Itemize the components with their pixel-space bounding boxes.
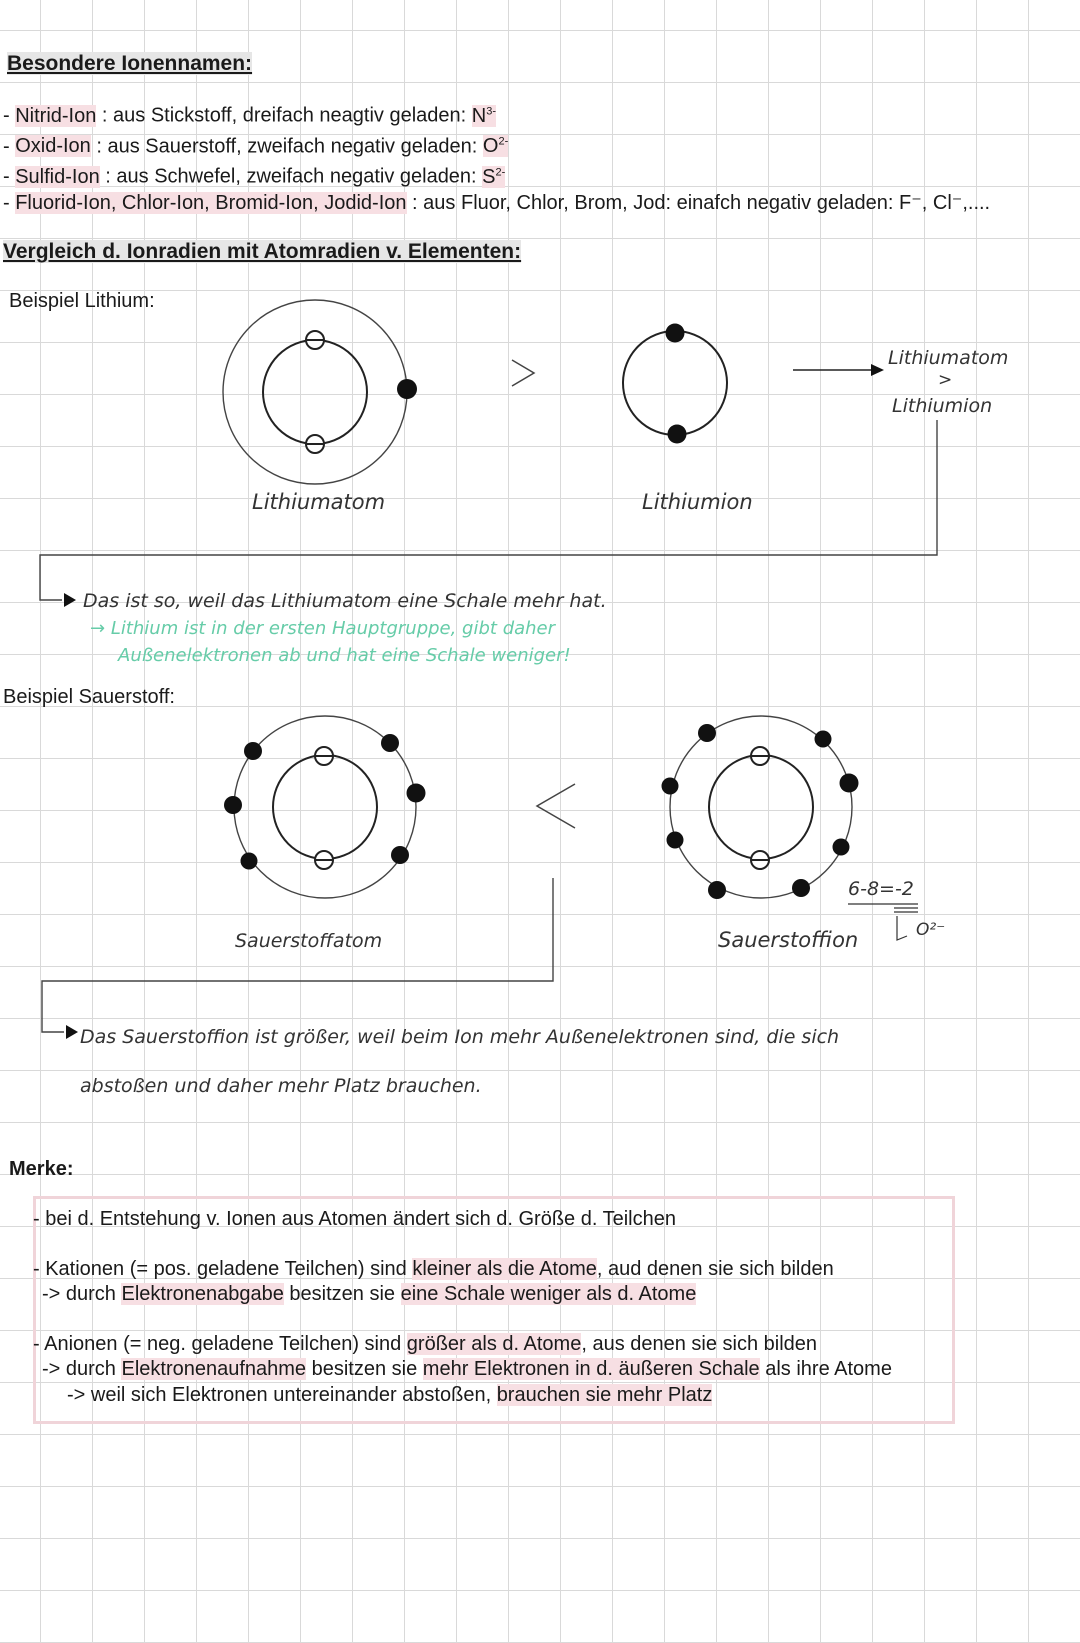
electron-free-top (751, 747, 769, 765)
section-title-ion-names: Besondere Ionennamen: (7, 52, 253, 75)
merke-line2: - Kationen (= pos. geladene Teilchen) sind kleiner als die Atome, aud denen sie sich bilden (33, 1258, 834, 1280)
merke-line6: -> weil sich Elektronen untereinander abstoßen, brauchen sie mehr Platz (67, 1384, 713, 1406)
electron (397, 379, 417, 399)
merke-title: Merke: (9, 1158, 74, 1180)
electron-free-bottom (315, 851, 333, 869)
electron-free-bottom (306, 435, 324, 453)
lithium-atom-diagram (223, 300, 417, 484)
oxygen-explanation-line1: Das Sauerstoffion ist größer, weil beim Ion mehr Außenelektronen sind, die sich (80, 1026, 840, 1048)
electron-free-top (306, 331, 324, 349)
oxygen-atom-diagram (224, 716, 426, 898)
ion-item-oxide: - Oxid-Ion : aus Sauerstoff, zweifach negativ geladen: $O^{2-}$ (3, 135, 509, 158)
section-title-radius-comparison: Vergleich d. Ionradien mit Atomradien v. Elementen: (3, 240, 522, 263)
electron (666, 324, 685, 343)
conclusion-top: Lithiumatom (888, 347, 1009, 369)
merke-line1: - bei d. Entstehung v. Ionen aus Atomen ändert sich d. Größe d. Teilchen (33, 1208, 676, 1230)
merke-line5: -> durch Elektronenaufnahme besitzen sie mehr Elektronen in d. äußeren Schale als ihre Atome (42, 1358, 892, 1380)
merke-line3: -> durch Elektronenabgabe besitzen sie eine Schale weniger als d. Atome (42, 1283, 697, 1305)
ion-item-sulfide: - Sulfid-Ion : aus Schwefel, zweifach negativ geladen: $S^{2-}$ (3, 165, 506, 188)
oxygen-ion-label: Sauerstoffion (718, 928, 859, 952)
oxygen-atom-label: Sauerstoffatom (235, 930, 383, 952)
conclusion-sign: > (938, 370, 953, 390)
lithium-atom-label: Lithiumatom (252, 490, 386, 514)
electron (668, 425, 687, 444)
lithium-heading: Beispiel Lithium: (9, 290, 155, 312)
conclusion-bottom: Lithiumion (892, 395, 993, 417)
lithium-ion-label: Lithiumion (642, 490, 753, 514)
merke-line4: - Anionen (= neg. geladene Teilchen) sind größer als d. Atome, aus denen sie sich bilden (33, 1333, 818, 1355)
oxygen-ion-diagram (662, 716, 859, 899)
oxygen-heading: Beispiel Sauerstoff: (3, 686, 175, 708)
electron-free-top (315, 747, 333, 765)
ion-item-nitride: - Nitrid-Ion : aus Stickstoff, dreifach neagtiv geladen: $N^{3-}$ (3, 104, 497, 127)
lithium-note-line1: → Lithium ist in der ersten Hauptgruppe, gibt daher (90, 618, 556, 639)
lithium-ion-diagram (623, 324, 727, 444)
lithium-explanation: Das ist so, weil das Lithiumatom eine Schale mehr hat. (83, 590, 607, 612)
oxygen-explanation-line2: abstoßen und daher mehr Platz brauchen. (80, 1075, 482, 1097)
oxygen-calc-result: O²⁻ (916, 920, 946, 940)
electron-free-bottom (751, 851, 769, 869)
ion-item-halides: - Fluorid-Ion, Chlor-Ion, Bromid-Ion, Jodid-Ion : aus Fluor, Chlor, Brom, Jod: einafch negativ geladen: F⁻, Cl⁻,.... (3, 191, 991, 214)
lithium-note-line2: Außenelektronen ab und hat eine Schale weniger! (118, 645, 571, 666)
oxygen-calc: 6-8=-2 (848, 878, 914, 900)
